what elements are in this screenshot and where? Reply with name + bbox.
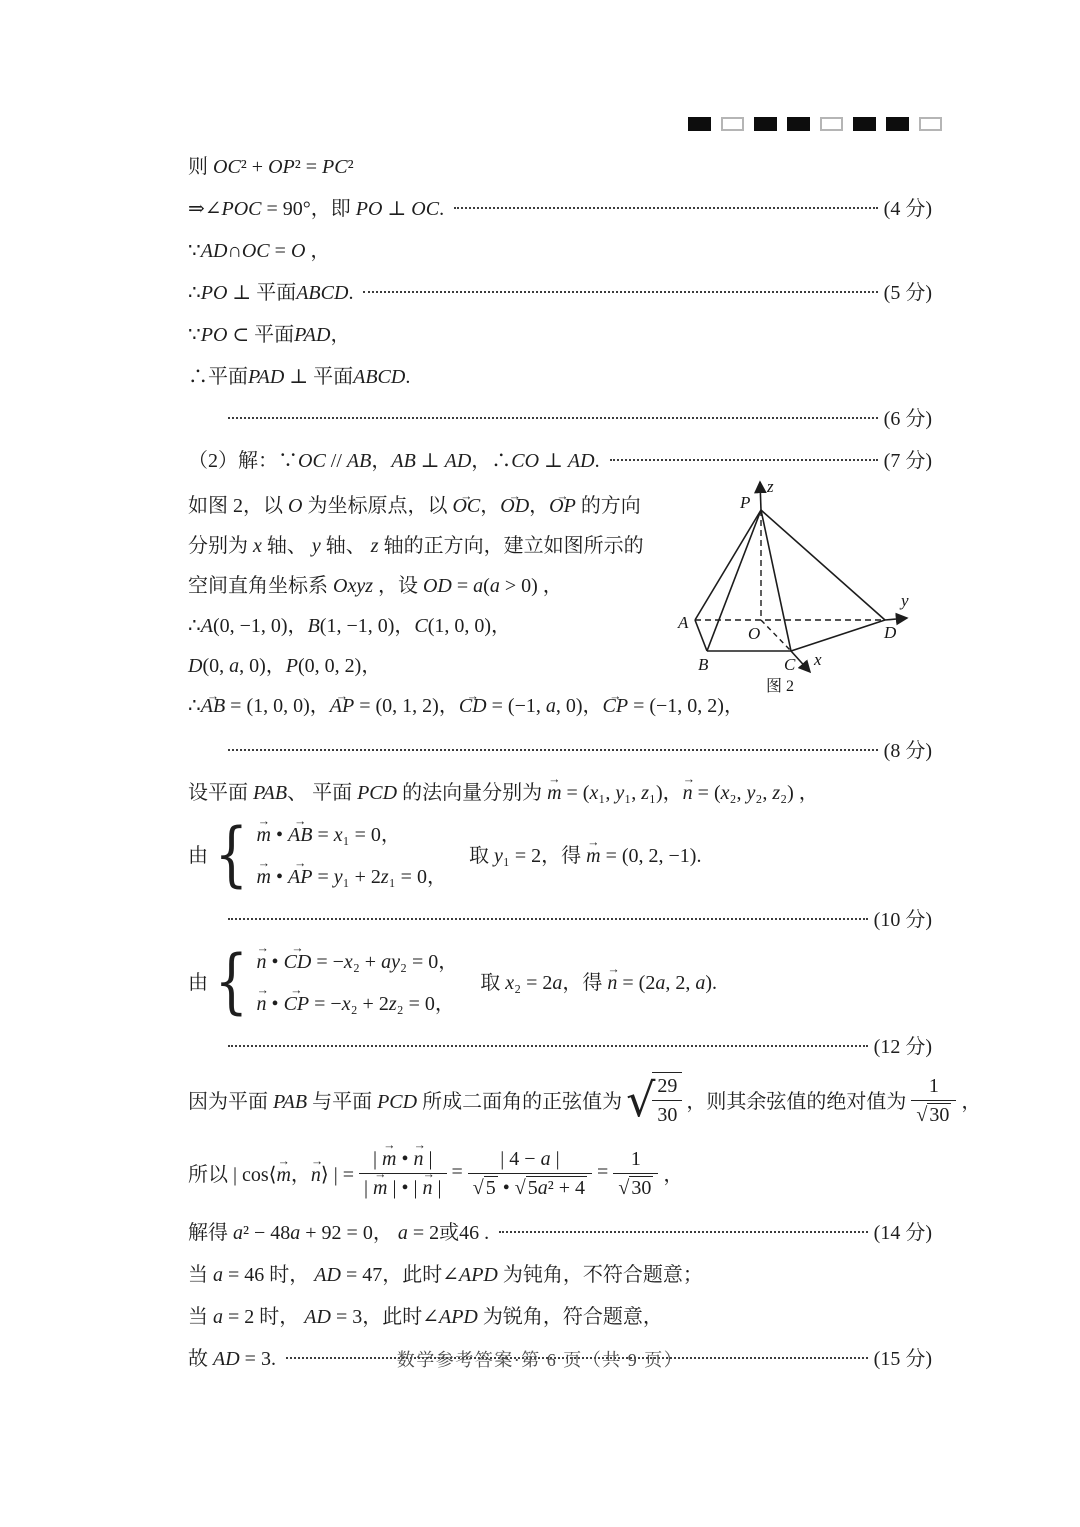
answer-content	[188, 150, 982, 1384]
fraction	[359, 1145, 447, 1200]
math-text: 故 AD = 3.	[188, 1348, 276, 1370]
dotted-leader	[228, 1045, 868, 1047]
denominator: √ 30	[613, 1173, 658, 1200]
score-mark: (14 分)	[873, 1222, 932, 1244]
equals-sign: =	[451, 1161, 463, 1183]
fraction	[613, 1145, 658, 1200]
label-y: y	[901, 591, 909, 610]
normal-vectors-line	[188, 776, 932, 805]
case-a46-line	[188, 1258, 932, 1287]
dotted-leader	[363, 291, 877, 293]
dashed-OC	[761, 620, 791, 651]
proof-line-6	[188, 360, 932, 389]
equation-2: n → • CP → = −x₂ + 2z₂ = 0，	[257, 987, 459, 1016]
cosine-equation-line	[188, 1145, 932, 1200]
proof-line-3	[188, 234, 932, 263]
points-line-1: ∴A(0, −1, 0)，B(1, −1, 0)，C(1, 0, 0)，	[188, 615, 512, 637]
math-text: 则 OC² + OP² = PC²	[188, 156, 354, 178]
equation-1: m → • AB → = x₁ = 0，	[257, 818, 447, 847]
edge-PA	[695, 510, 761, 620]
proof-line-2	[188, 192, 932, 221]
label-O: O	[748, 624, 761, 643]
registration-mark-empty	[919, 117, 942, 131]
label-D: D	[884, 623, 897, 642]
numerator: 1	[630, 1148, 641, 1170]
dotted-leader	[499, 1231, 868, 1233]
fraction	[468, 1145, 592, 1200]
sine-value-line	[188, 1072, 982, 1127]
dotted-leader	[228, 417, 878, 419]
points-line-2: D(0, a, 0)，P(0, 0, 2)，	[188, 655, 382, 677]
edge-AB	[695, 620, 707, 651]
system-lead: 由	[188, 972, 208, 994]
denominator: √ 30	[911, 1100, 956, 1127]
dotted-leader	[228, 918, 868, 920]
score-mark: (6 分)	[883, 408, 932, 430]
math-text: ，	[961, 1091, 982, 1113]
radical-sign: √	[626, 1072, 656, 1127]
numerator: 1	[928, 1075, 939, 1097]
dotted-leader	[228, 749, 878, 751]
score-mark: (15 分)	[873, 1348, 932, 1370]
registration-marks	[688, 117, 942, 131]
part2-intro-line	[188, 444, 932, 473]
equation-system-m	[188, 812, 932, 895]
case-a2-line	[188, 1300, 932, 1329]
edge-CD	[791, 620, 885, 651]
fraction	[652, 1072, 682, 1127]
label-A: A	[678, 613, 689, 632]
math-text: （2）解：∵OC // AB，AB ⊥ AD，∴CO ⊥ AD.	[188, 450, 600, 472]
system-result: 取 y₁ = 2，得 m → = (0, 2, −1).	[469, 839, 702, 868]
figure-caption: 图 2	[766, 678, 795, 695]
z-axis	[760, 482, 761, 510]
numerator: | 4 − a |	[500, 1148, 560, 1170]
system-result: 取 x₂ = 2a，得 n → = (2a, 2, a).	[480, 966, 717, 995]
numerator: | m → • n → |	[359, 1145, 447, 1173]
solve-line	[188, 1216, 932, 1245]
label-P: P	[740, 493, 751, 512]
registration-mark-filled	[754, 117, 777, 131]
proof-line-4	[188, 276, 932, 305]
score-mark: (8 分)	[883, 740, 932, 762]
edge-PD	[761, 510, 885, 620]
vectors-line: ∴AB → = (1, 0, 0)，AP → = (0, 1, 2)，CD → = (−1, a, 0)，CP → = (−1, 0, 2)，	[188, 686, 932, 726]
score-mark: (5 分)	[883, 282, 932, 304]
math-text: 所以 | cos⟨m →，n →⟩ | =	[188, 1158, 354, 1187]
math-text: 当 a = 46 时， AD = 47，此时∠APD 为钝角，不符合题意；	[188, 1264, 703, 1286]
equation-2: m → • AP → = y₁ + 2z₁ = 0，	[257, 860, 447, 889]
math-text: ，	[663, 1164, 684, 1186]
label-C: C	[784, 655, 796, 674]
math-text: ∴PO ⊥ 平面ABCD.	[188, 282, 354, 304]
numerator: 29	[657, 1075, 678, 1097]
score-mark: (4 分)	[883, 198, 932, 220]
math-text: 当 a = 2 时， AD = 3，此时∠APD 为锐角，符合题意，	[188, 1306, 663, 1328]
math-text: 解得 a² − 48a + 92 = 0， a = 2或46 .	[188, 1222, 490, 1244]
math-text: ，则其余弦值的绝对值为	[686, 1091, 907, 1113]
score-line-12pts	[188, 1030, 932, 1059]
proof-line-5	[188, 318, 932, 347]
dotted-leader	[610, 459, 878, 461]
dotted-leader	[454, 207, 878, 209]
denominator: √ 5 • √ 5a² + 4	[468, 1173, 592, 1200]
math-text: ∵AD∩OC = O ，	[188, 240, 331, 262]
system-lead: 由	[188, 845, 208, 867]
math-text: ∴平面PAD ⊥ 平面ABCD.	[188, 366, 411, 388]
registration-mark-filled	[688, 117, 711, 131]
registration-mark-empty	[820, 117, 843, 131]
math-text: ⇒∠POC = 90°，即 PO ⊥ OC.	[188, 198, 445, 220]
left-brace: {	[214, 812, 248, 895]
coordinate-setup-paragraph	[188, 477, 932, 726]
math-text: 因为平面 PAB 与平面 PCD 所成二面角的正弦值为	[188, 1091, 623, 1113]
score-line-10pts	[188, 903, 932, 932]
equation-1: n → • CD → = −x₂ + ay₂ = 0，	[257, 945, 459, 974]
score-mark: (10 分)	[873, 909, 932, 931]
math-text: 设平面 PAB、 平面 PCD 的法向量分别为 m → = (x₁, y₁, z₁)，n → = (x₂, y₂, z₂) ，	[188, 776, 819, 805]
equation-system-n	[188, 939, 932, 1022]
equals-sign: =	[597, 1161, 609, 1183]
denominator: 30	[652, 1100, 682, 1127]
label-z: z	[767, 477, 774, 496]
system-equations	[257, 818, 447, 889]
label-B: B	[698, 655, 709, 674]
score-mark: (12 分)	[873, 1036, 932, 1058]
pyramid-figure	[654, 472, 944, 696]
math-text: ∵PO ⊂ 平面PAD，	[188, 324, 351, 346]
system-equations	[257, 945, 459, 1016]
label-x: x	[814, 650, 822, 669]
sqrt-fraction	[626, 1072, 682, 1127]
left-brace: {	[214, 939, 248, 1022]
denominator: | m → | • | n → |	[359, 1173, 447, 1200]
score-line-6pts	[188, 402, 932, 431]
edge-PC	[761, 510, 791, 651]
registration-mark-filled	[787, 117, 810, 131]
score-line-8pts	[188, 734, 932, 763]
registration-mark-empty	[721, 117, 744, 131]
registration-mark-filled	[853, 117, 876, 131]
score-mark: (7 分)	[883, 450, 932, 472]
registration-mark-filled	[886, 117, 909, 131]
fraction	[911, 1072, 956, 1127]
setup-text: 如图 2，以 O 为坐标原点，以 OC →，OD →，OP → 的方向分别为 x 轴、 y 轴、 z 轴的正方向，建立如图所示的空间直角坐标系 Oxyz ，设 OD = a(a > 0) ，	[188, 486, 660, 606]
y-axis	[885, 618, 907, 620]
proof-line-1	[188, 150, 932, 179]
page-footer: 数学参考答案·第 6 页（共 9 页）	[396, 1350, 684, 1370]
